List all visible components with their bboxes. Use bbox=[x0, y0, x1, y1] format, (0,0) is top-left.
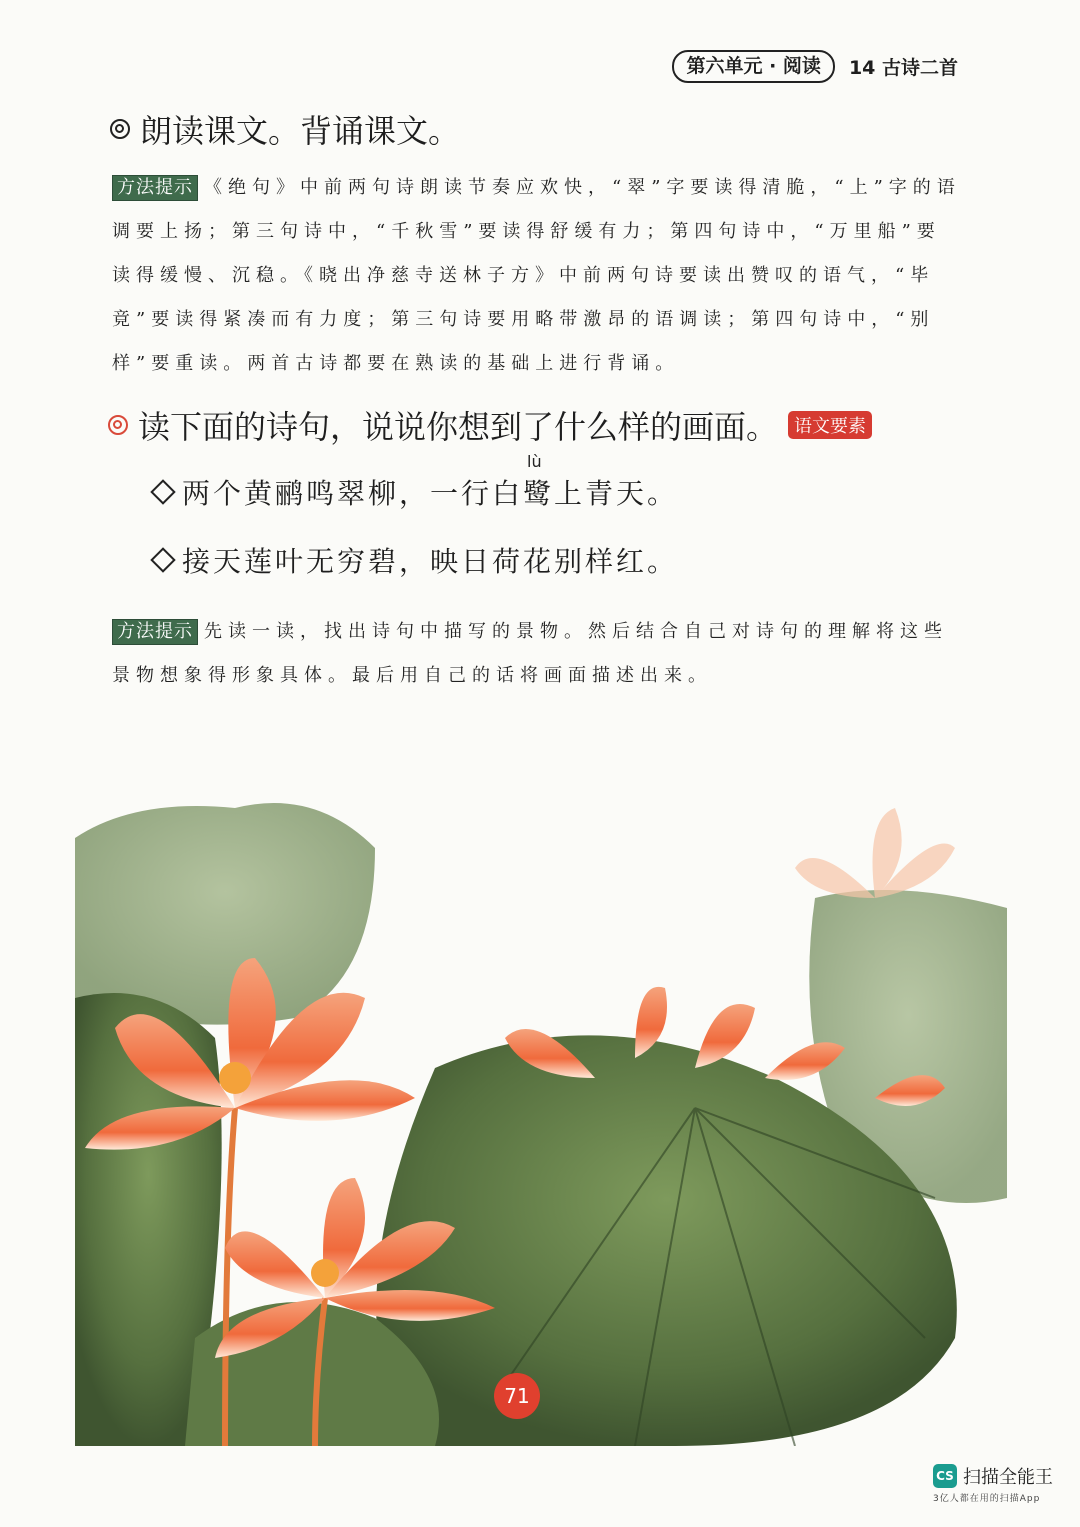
section2-tip bbox=[112, 610, 962, 698]
page-number: 71 bbox=[494, 1373, 540, 1419]
diamond-icon bbox=[150, 547, 175, 572]
section1-tip bbox=[112, 166, 962, 386]
section1-title bbox=[110, 106, 460, 152]
poem-line-text: 接天莲叶无穷碧，映日荷花别样红。 bbox=[182, 545, 679, 578]
double-circle-icon bbox=[110, 119, 130, 139]
scanner-tagline: 3亿人都在用的扫描App bbox=[933, 1494, 1041, 1504]
diamond-icon bbox=[150, 479, 175, 504]
lotus-painting bbox=[75, 778, 1007, 1446]
lesson-title: 14 古诗二首 bbox=[848, 57, 958, 79]
double-circle-icon bbox=[108, 415, 128, 435]
tip-badge: 方法提示 bbox=[112, 175, 198, 201]
section2-title-text: 读下面的诗句，说说你想到了什么样的画面。 bbox=[138, 408, 779, 446]
pinyin-annotation: lù bbox=[527, 452, 542, 471]
poem-line-1 bbox=[150, 472, 678, 512]
unit-label: 第六单元 · 阅读 bbox=[672, 50, 834, 83]
language-element-badge: 语文要素 bbox=[788, 411, 872, 439]
section2-title bbox=[108, 402, 872, 448]
poem-line-2 bbox=[150, 540, 678, 580]
section1-title-text: 朗读课文。背诵课文。 bbox=[140, 112, 461, 150]
section1-tip-text: 《绝句》中前两句诗朗读节奏应欢快，“翠”字要读得清脆，“上”字的语调要上扬；第三句诗中，“千秋雪”要读得舒缓有力；第四句诗中，“万里船”要读得缓慢、沉稳。《晓出净慈寺送林子方》中前两句诗要读出赞叹的语气，“毕竟”要读得紧凑而有力度；第三句诗要用略带激昂的语调读；第四句诗中，“别样”要重读。两首古诗都要在熟读的基础上进行背诵。 bbox=[112, 177, 961, 374]
page-header bbox=[672, 50, 958, 83]
scanner-watermark bbox=[933, 1463, 1053, 1504]
section2-tip-text: 先读一读，找出诗句中描写的景物。然后结合自己对诗句的理解将这些景物想象得形象具体。最后用自己的话将画面描述出来。 bbox=[112, 621, 948, 686]
camscanner-logo-icon: CS bbox=[933, 1464, 957, 1488]
tip-badge: 方法提示 bbox=[112, 619, 198, 645]
poem-line-text: 两个黄鹂鸣翠柳，一行白鹭上青天。 bbox=[182, 477, 679, 510]
scanner-name: 扫描全能王 bbox=[963, 1467, 1053, 1488]
